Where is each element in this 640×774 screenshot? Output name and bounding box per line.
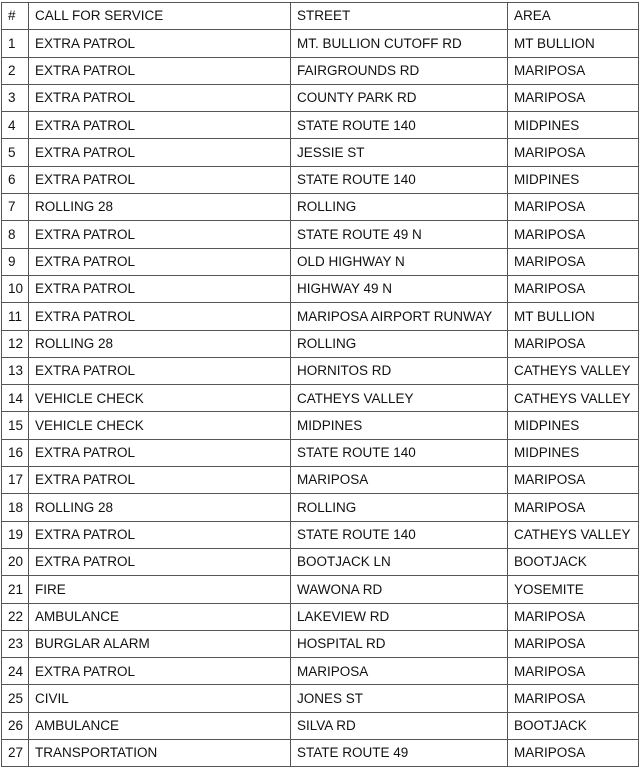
call-for-service-cell: EXTRA PATROL <box>29 303 291 330</box>
row-number-cell: 24 <box>2 658 29 685</box>
table-row <box>2 248 639 275</box>
area-cell: MIDPINES <box>508 412 639 439</box>
row-number-cell: 26 <box>2 712 29 739</box>
call-for-service-cell: EXTRA PATROL <box>29 658 291 685</box>
call-for-service-cell: CIVIL <box>29 685 291 712</box>
call-for-service-cell: EXTRA PATROL <box>29 521 291 548</box>
table-row <box>2 84 639 111</box>
column-header-area: AREA <box>508 3 639 30</box>
table-row <box>2 30 639 57</box>
street-cell: ROLLING <box>291 194 508 221</box>
call-for-service-cell: EXTRA PATROL <box>29 139 291 166</box>
table-row <box>2 521 639 548</box>
street-cell: CATHEYS VALLEY <box>291 385 508 412</box>
street-cell: MARIPOSA AIRPORT RUNWAY <box>291 303 508 330</box>
area-cell: MIDPINES <box>508 439 639 466</box>
table-row <box>2 57 639 84</box>
street-cell: FAIRGROUNDS RD <box>291 57 508 84</box>
area-cell: MARIPOSA <box>508 685 639 712</box>
area-cell: MARIPOSA <box>508 248 639 275</box>
row-number-cell: 8 <box>2 221 29 248</box>
row-number-cell: 20 <box>2 548 29 575</box>
area-cell: MARIPOSA <box>508 494 639 521</box>
area-cell: MIDPINES <box>508 112 639 139</box>
street-cell: STATE ROUTE 140 <box>291 521 508 548</box>
row-number-cell: 18 <box>2 494 29 521</box>
table-header-row <box>2 3 639 30</box>
street-cell: OLD HIGHWAY N <box>291 248 508 275</box>
call-for-service-cell: EXTRA PATROL <box>29 84 291 111</box>
street-cell: HIGHWAY 49 N <box>291 275 508 302</box>
call-for-service-cell: VEHICLE CHECK <box>29 412 291 439</box>
row-number-cell: 25 <box>2 685 29 712</box>
row-number-cell: 22 <box>2 603 29 630</box>
call-for-service-cell: EXTRA PATROL <box>29 166 291 193</box>
table-row <box>2 630 639 657</box>
area-cell: BOOTJACK <box>508 548 639 575</box>
row-number-cell: 17 <box>2 467 29 494</box>
call-for-service-cell: ROLLING 28 <box>29 330 291 357</box>
table-row <box>2 740 639 767</box>
call-for-service-cell: ROLLING 28 <box>29 494 291 521</box>
table-row <box>2 685 639 712</box>
call-for-service-cell: AMBULANCE <box>29 712 291 739</box>
street-cell: JONES ST <box>291 685 508 712</box>
call-for-service-cell: EXTRA PATROL <box>29 248 291 275</box>
row-number-cell: 27 <box>2 740 29 767</box>
table-row <box>2 548 639 575</box>
table-row <box>2 385 639 412</box>
row-number-cell: 9 <box>2 248 29 275</box>
street-cell: BOOTJACK LN <box>291 548 508 575</box>
column-header-street: STREET <box>291 3 508 30</box>
row-number-cell: 16 <box>2 439 29 466</box>
row-number-cell: 1 <box>2 30 29 57</box>
call-for-service-cell: EXTRA PATROL <box>29 439 291 466</box>
call-for-service-cell: VEHICLE CHECK <box>29 385 291 412</box>
table-row <box>2 303 639 330</box>
area-cell: CATHEYS VALLEY <box>508 385 639 412</box>
table-row <box>2 166 639 193</box>
table-row <box>2 412 639 439</box>
table-row <box>2 139 639 166</box>
table-row <box>2 194 639 221</box>
street-cell: MT. BULLION CUTOFF RD <box>291 30 508 57</box>
table-row <box>2 467 639 494</box>
street-cell: WAWONA RD <box>291 576 508 603</box>
table-row <box>2 712 639 739</box>
call-for-service-cell: EXTRA PATROL <box>29 57 291 84</box>
call-for-service-cell: EXTRA PATROL <box>29 221 291 248</box>
street-cell: HOSPITAL RD <box>291 630 508 657</box>
row-number-cell: 13 <box>2 357 29 384</box>
row-number-cell: 15 <box>2 412 29 439</box>
call-for-service-cell: ROLLING 28 <box>29 194 291 221</box>
row-number-cell: 7 <box>2 194 29 221</box>
row-number-cell: 3 <box>2 84 29 111</box>
area-cell: MARIPOSA <box>508 275 639 302</box>
column-header-call-for-service: CALL FOR SERVICE <box>29 3 291 30</box>
call-for-service-cell: EXTRA PATROL <box>29 112 291 139</box>
street-cell: MARIPOSA <box>291 658 508 685</box>
row-number-cell: 11 <box>2 303 29 330</box>
table-row <box>2 112 639 139</box>
street-cell: STATE ROUTE 140 <box>291 439 508 466</box>
street-cell: HORNITOS RD <box>291 357 508 384</box>
area-cell: YOSEMITE <box>508 576 639 603</box>
area-cell: MARIPOSA <box>508 630 639 657</box>
street-cell: ROLLING <box>291 494 508 521</box>
row-number-cell: 21 <box>2 576 29 603</box>
column-header-number: # <box>2 3 29 30</box>
row-number-cell: 19 <box>2 521 29 548</box>
table-row <box>2 603 639 630</box>
calls-for-service-table <box>1 2 639 767</box>
call-for-service-cell: TRANSPORTATION <box>29 740 291 767</box>
table-row <box>2 658 639 685</box>
table-row <box>2 357 639 384</box>
area-cell: MARIPOSA <box>508 603 639 630</box>
table-body <box>2 30 639 767</box>
table-row <box>2 494 639 521</box>
area-cell: MARIPOSA <box>508 658 639 685</box>
area-cell: MT BULLION <box>508 30 639 57</box>
row-number-cell: 14 <box>2 385 29 412</box>
call-for-service-cell: EXTRA PATROL <box>29 548 291 575</box>
street-cell: STATE ROUTE 49 N <box>291 221 508 248</box>
call-for-service-cell: AMBULANCE <box>29 603 291 630</box>
street-cell: MARIPOSA <box>291 467 508 494</box>
call-for-service-cell: EXTRA PATROL <box>29 30 291 57</box>
area-cell: MIDPINES <box>508 166 639 193</box>
table-row <box>2 221 639 248</box>
row-number-cell: 6 <box>2 166 29 193</box>
area-cell: MARIPOSA <box>508 139 639 166</box>
street-cell: COUNTY PARK RD <box>291 84 508 111</box>
street-cell: STATE ROUTE 140 <box>291 112 508 139</box>
row-number-cell: 10 <box>2 275 29 302</box>
street-cell: JESSIE ST <box>291 139 508 166</box>
table-row <box>2 330 639 357</box>
row-number-cell: 2 <box>2 57 29 84</box>
table-row <box>2 275 639 302</box>
table-row <box>2 576 639 603</box>
area-cell: BOOTJACK <box>508 712 639 739</box>
street-cell: MIDPINES <box>291 412 508 439</box>
row-number-cell: 12 <box>2 330 29 357</box>
area-cell: MARIPOSA <box>508 467 639 494</box>
row-number-cell: 4 <box>2 112 29 139</box>
row-number-cell: 5 <box>2 139 29 166</box>
street-cell: LAKEVIEW RD <box>291 603 508 630</box>
table-row <box>2 439 639 466</box>
call-for-service-cell: BURGLAR ALARM <box>29 630 291 657</box>
area-cell: MARIPOSA <box>508 57 639 84</box>
street-cell: ROLLING <box>291 330 508 357</box>
area-cell: CATHEYS VALLEY <box>508 521 639 548</box>
area-cell: CATHEYS VALLEY <box>508 357 639 384</box>
area-cell: MT BULLION <box>508 303 639 330</box>
row-number-cell: 23 <box>2 630 29 657</box>
call-for-service-cell: EXTRA PATROL <box>29 467 291 494</box>
street-cell: STATE ROUTE 49 <box>291 740 508 767</box>
area-cell: MARIPOSA <box>508 330 639 357</box>
call-for-service-cell: EXTRA PATROL <box>29 357 291 384</box>
street-cell: SILVA RD <box>291 712 508 739</box>
call-for-service-cell: EXTRA PATROL <box>29 275 291 302</box>
area-cell: MARIPOSA <box>508 740 639 767</box>
call-for-service-cell: FIRE <box>29 576 291 603</box>
area-cell: MARIPOSA <box>508 221 639 248</box>
street-cell: STATE ROUTE 140 <box>291 166 508 193</box>
area-cell: MARIPOSA <box>508 194 639 221</box>
area-cell: MARIPOSA <box>508 84 639 111</box>
